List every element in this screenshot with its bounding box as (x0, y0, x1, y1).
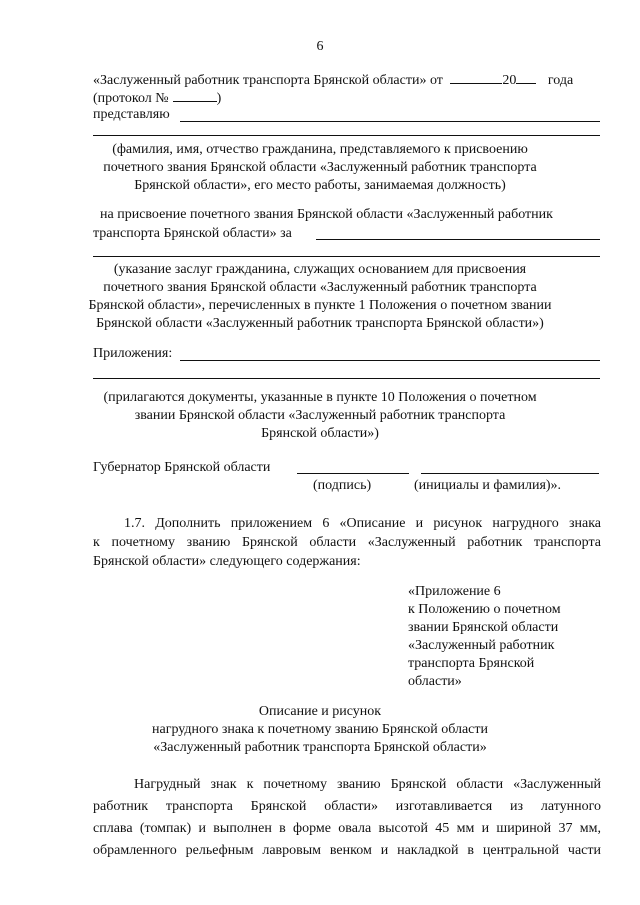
hint-merits-line-3: Брянской области», перечисленных в пункте 1 Положения о почетном звании (88, 298, 552, 313)
hint-attach-line-1: (прилагаются документы, указанные в пункте 10 Положения о почетном (103, 390, 537, 405)
title-line-2: нагрудного знака к почетному званию Брянской области (152, 722, 488, 737)
page-number: 6 (316, 39, 324, 54)
attachments-blank-1[interactable] (180, 360, 600, 361)
para-1-7-line-1: 1.7. Дополнить приложением 6 «Описание и рисунок нагрудного знака (124, 516, 601, 531)
body-line-4: обрамленного рельефным лавровым венком и накладкой в центральной части (93, 843, 601, 858)
award-line-2: транспорта Брянской области» за (93, 226, 292, 241)
appendix-line-2: к Положению о почетном (408, 602, 561, 617)
protocol-number-blank[interactable] (173, 88, 217, 102)
appendix-line-6: области» (408, 674, 462, 689)
present-label: представляю (93, 107, 170, 122)
attachments-blank-2[interactable] (93, 378, 600, 379)
attachments-label: Приложения: (93, 346, 173, 361)
hint-person-line-3: Брянской области», его место работы, занимаемая должность) (134, 178, 506, 193)
initials-hint: (инициалы и фамилия)». (414, 478, 562, 493)
hint-person-line-1: (фамилия, имя, отчество гражданина, представляемого к присвоению (112, 142, 528, 157)
award-line-1: на присвоение почетного звания Брянской области «Заслуженный работник (100, 207, 553, 222)
form-line-protocol (93, 88, 221, 108)
body-line-2: работник транспорта Брянской области» изготавливается из латунного (93, 799, 601, 814)
title-line-3: «Заслуженный работник транспорта Брянской области» (153, 740, 487, 755)
hint-merits-line-1: (указание заслуг гражданина, служащих основанием для присвоения (113, 262, 527, 277)
initials-blank[interactable] (421, 473, 599, 474)
hint-merits-line-2: почетного звания Брянской области «Заслуженный работник транспорта (103, 280, 537, 295)
protocol-label: (протокол № (93, 91, 169, 106)
year-blank[interactable] (516, 70, 536, 84)
hint-person-line-2: почетного звания Брянской области «Заслуженный работник транспорта (103, 160, 537, 175)
form-title-text: «Заслуженный работник транспорта Брянской области» от (93, 73, 443, 88)
governor-label: Губернатор Брянской области (93, 460, 271, 475)
body-line-1: Нагрудный знак к почетному званию Брянской области «Заслуженный (134, 777, 601, 792)
hint-attach-line-3: Брянской области») (261, 426, 379, 441)
present-blank[interactable] (180, 121, 600, 122)
merits-blank-2[interactable] (93, 256, 600, 257)
title-line-1: Описание и рисунок (258, 704, 382, 719)
form-line-date (93, 70, 573, 90)
hint-merits-line-4: Брянской области «Заслуженный работник транспорта Брянской области») (96, 316, 544, 331)
appendix-line-5: транспорта Брянской (408, 656, 535, 671)
appendix-line-3: звании Брянской области (408, 620, 559, 635)
appendix-line-1: «Приложение 6 (408, 584, 501, 599)
protocol-close: ) (216, 91, 222, 106)
body-line-3: сплава (томпак) и выполнен в форме овала высотой 45 мм и шириной 37 мм, (93, 821, 601, 836)
signature-blank[interactable] (297, 473, 409, 474)
appendix-line-4: «Заслуженный работник (408, 638, 555, 653)
para-1-7-line-2: к почетному званию Брянской области «Заслуженный работник транспорта (93, 535, 601, 550)
signature-hint: (подпись) (313, 478, 372, 493)
para-1-7-line-3: Брянской области» следующего содержания: (93, 554, 361, 569)
year-prefix: 20 (502, 73, 517, 88)
day-month-blank[interactable] (450, 70, 502, 84)
merits-blank-1[interactable] (316, 239, 600, 240)
hint-attach-line-2: звании Брянской области «Заслуженный работник транспорта (134, 408, 506, 423)
person-blank[interactable] (93, 135, 600, 136)
form-line-present (93, 106, 170, 124)
year-word: года (547, 73, 574, 88)
